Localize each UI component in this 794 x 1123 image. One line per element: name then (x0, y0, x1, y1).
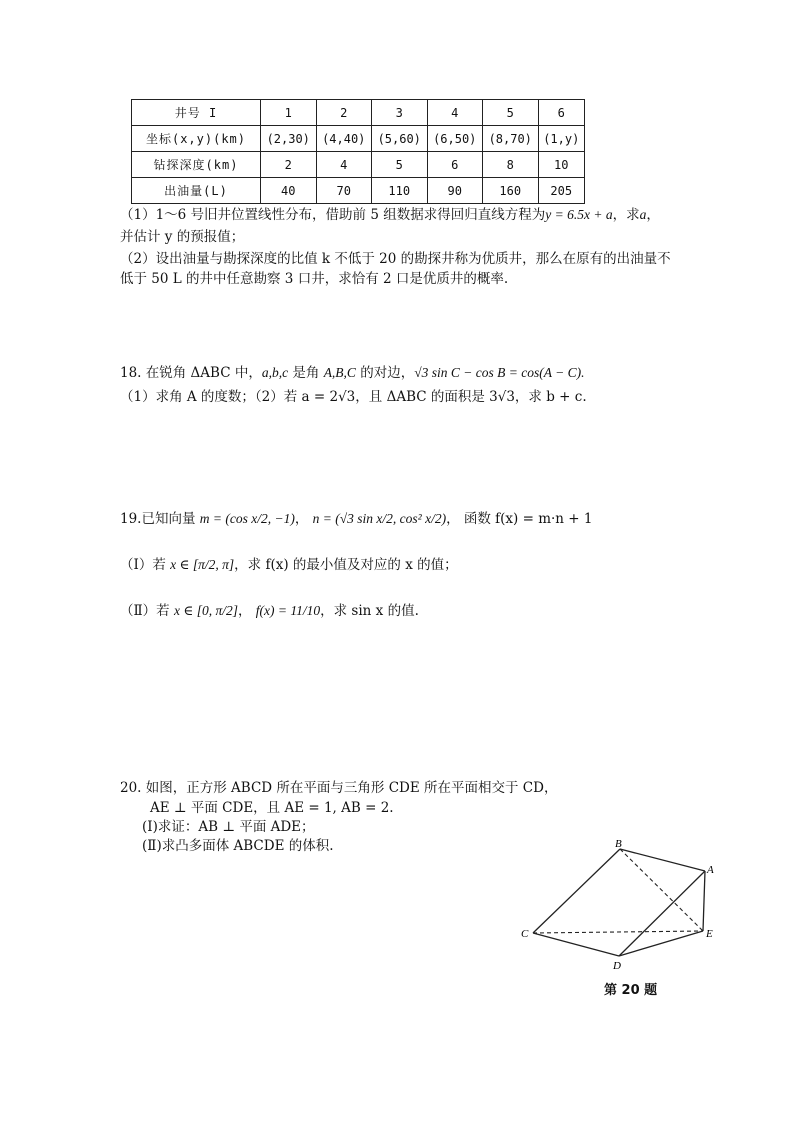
table-cell: 2 (261, 152, 317, 178)
table-cell: (2,30) (261, 126, 317, 152)
table-cell: 8 (483, 152, 539, 178)
q17-part2-line1: （2）设出油量与勘探深度的比值 k 不低于 20 的勘探井称为优质井，那么在原有的出油量不 (120, 251, 671, 267)
table-cell: 10 (538, 152, 585, 178)
well-data-table (131, 99, 585, 204)
vertex-label-d: D (613, 960, 621, 972)
function-definition: 函数 f(x) = m·n + 1 (463, 511, 593, 527)
table-row (132, 152, 585, 178)
table-cell: 4 (316, 152, 372, 178)
vertex-label-c: C (521, 928, 529, 940)
edge-ce-hidden (533, 931, 703, 933)
table-cell: 90 (427, 178, 483, 204)
table-cell: (5,60) (372, 126, 428, 152)
q19-part2: （Ⅱ）若 x ∈ [0, π/2]， f(x) = 11/10，求 sin x 的值. (120, 603, 419, 619)
q19-line1: 19.已知向量 m = (cos x/2, −1)， n = (√3 sin x/2, cos² x/2)， 函数 f(x) = m·n + 1 (120, 511, 593, 527)
table-header: 出油量(L) (132, 178, 261, 204)
edge-be-hidden (620, 849, 703, 931)
table-cell: 160 (483, 178, 539, 204)
vertex-label-e: E (706, 928, 713, 940)
edge-cd (533, 933, 619, 956)
vector-m-definition: m = (cos x/2, −1) (199, 511, 295, 526)
table-cell: 205 (538, 178, 585, 204)
table-cell: 5 (483, 100, 539, 126)
table-cell: 70 (316, 178, 372, 204)
q20-part1: (Ⅰ)求证：AB ⊥ 平面 ADE； (142, 819, 315, 835)
q19-part1: （Ⅰ）若 x ∈ [π/2, π]，求 f(x) 的最小值及对应的 x 的值； (120, 557, 458, 573)
table-cell: (6,50) (427, 126, 483, 152)
q18-line1: 18. 在锐角 ΔABC 中，a,b,c 是角 A,B,C 的对边，√3 sin C − cos B = cos(A − C). (120, 365, 585, 381)
table-cell: 6 (427, 152, 483, 178)
figure-caption: 第 20 题 (604, 983, 658, 998)
table-cell: 1 (261, 100, 317, 126)
polyhedron-figure (515, 835, 725, 980)
table-row (132, 126, 585, 152)
table-row (132, 100, 585, 126)
q17-part1-line1: （1）1～6 号旧井位置线性分布，借助前 5 组数据求得回归直线方程为y = 6.5x + a，求a， (120, 207, 660, 223)
edge-ba (620, 849, 705, 871)
q17-part2-line2: 低于 50 L 的井中任意勘察 3 口井，求恰有 2 口是优质井的概率. (120, 271, 509, 287)
q20-line2: AE ⊥ 平面 CDE，且 AE = 1, AB = 2. (150, 800, 394, 816)
table-cell: (4,40) (316, 126, 372, 152)
vertex-label-b: B (615, 838, 622, 850)
table-cell: 2 (316, 100, 372, 126)
table-cell: 6 (538, 100, 585, 126)
table-header: 井号 I (132, 100, 261, 126)
table-header: 坐标(x,y)(km) (132, 126, 261, 152)
edge-bc (533, 849, 620, 933)
q18-line2: （1）求角 A 的度数；（2）若 a = 2√3，且 ΔABC 的面积是 3√3，求 b + c. (120, 389, 587, 405)
vector-n-definition: n = (√3 sin x/2, cos² x/2) (312, 511, 447, 526)
table-row (132, 178, 585, 204)
table-cell: 110 (372, 178, 428, 204)
edge-ae (703, 871, 705, 931)
table-cell: 3 (372, 100, 428, 126)
q17-part1-line2: 并估计 y 的预报值； (120, 229, 245, 245)
table-cell: 40 (261, 178, 317, 204)
table-header: 钻探深度(km) (132, 152, 261, 178)
table-cell: (1,y) (538, 126, 585, 152)
table-cell: 5 (372, 152, 428, 178)
table-cell: (8,70) (483, 126, 539, 152)
vertex-label-a: A (707, 864, 714, 876)
q20-part2: (Ⅱ)求凸多面体 ABCDE 的体积. (142, 838, 334, 854)
table-cell: 4 (427, 100, 483, 126)
q20-line1: 20. 如图，正方形 ABCD 所在平面与三角形 CDE 所在平面相交于 CD， (120, 780, 558, 796)
